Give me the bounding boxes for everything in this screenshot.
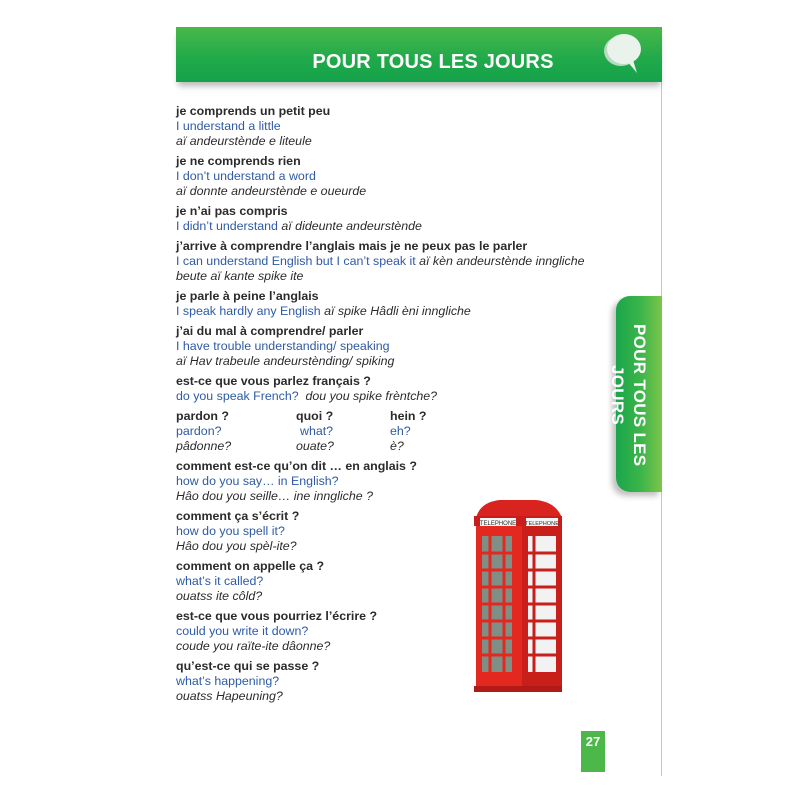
- french-phrase: est-ce que vous parlez français ?: [176, 374, 371, 388]
- french-phrase: je ne comprends rien: [176, 154, 301, 168]
- english-translation: how do you say… in English?: [176, 474, 339, 488]
- french-phrase: qu’est-ce qui se passe ?: [176, 659, 320, 673]
- section-header: [176, 27, 662, 82]
- telephone-booth-icon: [470, 496, 566, 696]
- french-phrase: comment ça s’écrit ?: [176, 509, 300, 523]
- french-phrase: quoi ?: [296, 409, 334, 423]
- pronunciation-continued: beute aï kante spike ite: [176, 269, 304, 283]
- phrase-entry: [176, 289, 606, 319]
- english-text: do you speak French?: [176, 389, 299, 403]
- pronunciation: è?: [390, 439, 404, 453]
- phrase-entry: [176, 374, 606, 404]
- page-number-badge: [581, 731, 605, 772]
- pronunciation: aï andeurstènde e liteule: [176, 134, 312, 148]
- french-phrase: je n’ai pas compris: [176, 204, 288, 218]
- english-translation: eh?: [390, 424, 411, 438]
- english-translation: I understand a little: [176, 119, 281, 133]
- english-translation: what’s happening?: [176, 674, 280, 688]
- pronunciation: aï kèn andeurstènde inngliche: [419, 254, 585, 268]
- booth-sign: TELEPHONE: [479, 521, 517, 527]
- english-text: I speak hardly any English: [176, 304, 321, 318]
- pronunciation: dou you spike frèntche?: [305, 389, 438, 403]
- french-phrase: je comprends un petit peu: [176, 104, 331, 118]
- pronunciation: ouate?: [296, 439, 334, 453]
- pronunciation: aï Hav trabeule andeurstènding/ spiking: [176, 354, 395, 368]
- french-phrase: je parle à peine l’anglais: [176, 289, 319, 303]
- pronunciation: coude you raïte-ite dâonne?: [176, 639, 331, 653]
- phrase-grid: [176, 409, 606, 454]
- pronunciation: aï dideunte andeurstènde: [281, 219, 422, 233]
- side-tab-label: POUR TOUS LES JOURS: [608, 323, 649, 467]
- french-phrase: comment on appelle ça ?: [176, 559, 325, 573]
- english-translation: [176, 304, 606, 319]
- phrase-entry: [176, 104, 606, 149]
- booth-sign: TELEPHONE: [525, 521, 559, 527]
- pronunciation: aï donnte andeurstènde e oueurde: [176, 184, 367, 198]
- pronunciation: aï spike Hâdli èni inngliche: [324, 304, 471, 318]
- english-translation: [176, 219, 606, 234]
- english-translation: I have trouble understanding/ speaking: [176, 339, 390, 353]
- pronunciation: ouatss ite côld?: [176, 589, 263, 603]
- french-phrase: j’arrive à comprendre l’anglais mais je ne peux pas le parler: [176, 239, 528, 253]
- phrase-entry: [176, 154, 606, 199]
- phrase-entry: [176, 204, 606, 234]
- french-phrase: j’ai du mal à comprendre/ parler: [176, 324, 364, 338]
- english-translation: pardon?: [176, 424, 222, 438]
- pronunciation: Hâo dou you spèl-ite?: [176, 539, 297, 553]
- english-translation: how do you spell it?: [176, 524, 285, 538]
- english-translation: what’s it called?: [176, 574, 264, 588]
- french-phrase: est-ce que vous pourriez l’écrire ?: [176, 609, 378, 623]
- speech-bubble-icon: [600, 31, 646, 77]
- english-text: I didn’t understand: [176, 219, 278, 233]
- phrase-entry: [176, 324, 606, 369]
- english-translation: what?: [300, 424, 334, 438]
- english-translation: [176, 254, 606, 269]
- pronunciation: Hâo dou you seille… ine inngliche ?: [176, 489, 373, 503]
- french-phrase: hein ?: [390, 409, 427, 423]
- page-number: 27: [585, 734, 601, 749]
- english-text: I can understand English but I can’t speak it: [176, 254, 416, 268]
- french-phrase: comment est-ce qu’on dit … en anglais ?: [176, 459, 417, 473]
- english-translation: could you write it down?: [176, 624, 309, 638]
- phrase-entry: [176, 239, 606, 284]
- english-translation: I don’t understand a word: [176, 169, 316, 183]
- french-phrase: pardon ?: [176, 409, 229, 423]
- pronunciation: ouatss Hapeuning?: [176, 689, 283, 703]
- pronunciation: pâdonne?: [176, 439, 232, 453]
- section-title: POUR TOUS LES JOURS: [312, 51, 554, 73]
- english-translation: [176, 389, 606, 404]
